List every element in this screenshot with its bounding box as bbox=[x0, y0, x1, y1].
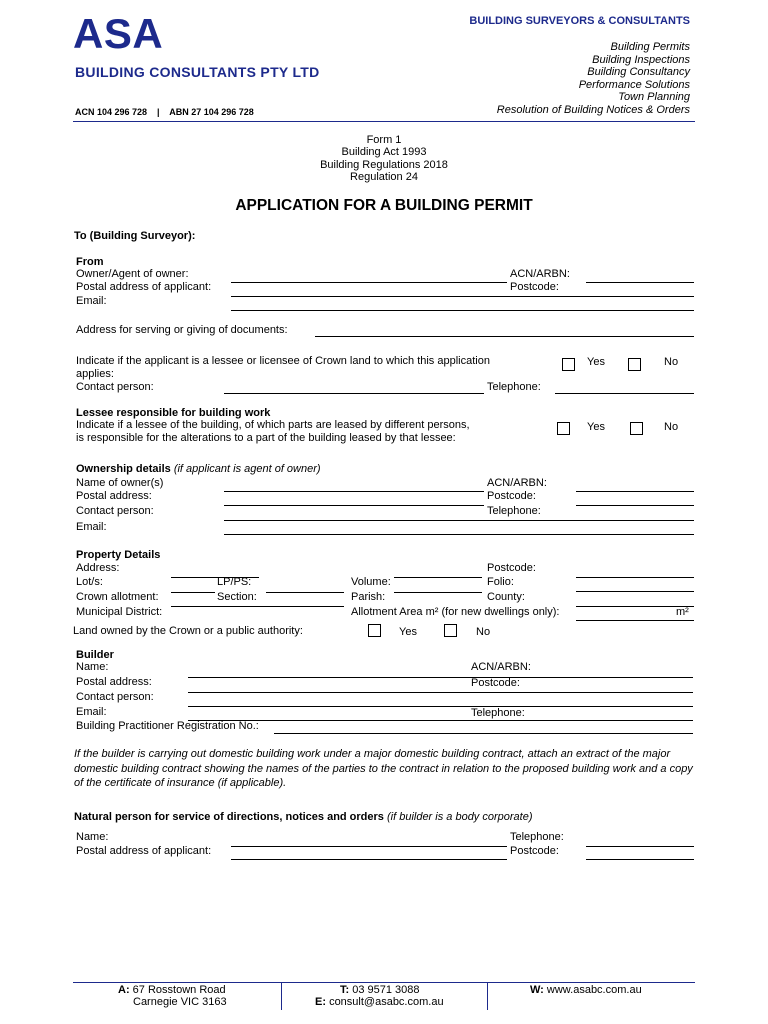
footer-phone-prefix: T: bbox=[340, 984, 350, 996]
builder-name-label: Name: bbox=[76, 661, 109, 673]
crown-land-no-label: No bbox=[664, 356, 679, 368]
page-title: APPLICATION FOR A BUILDING PERMIT bbox=[235, 197, 533, 214]
crown-land-yes-label: Yes bbox=[587, 356, 605, 368]
lpps-label: LP/PS: bbox=[217, 576, 252, 588]
service-item: Building Permits bbox=[610, 41, 690, 53]
builder-acn-label: ACN/ARBN: bbox=[471, 661, 531, 673]
section-label: Section: bbox=[217, 591, 257, 603]
natural-person-name-field[interactable] bbox=[231, 846, 507, 847]
footer-phone bbox=[340, 984, 420, 996]
land-crown-label: Land owned by the Crown or a public authority: bbox=[73, 625, 303, 637]
from-heading: From bbox=[76, 256, 104, 268]
header-divider bbox=[73, 121, 695, 122]
land-crown-no-label: No bbox=[476, 626, 491, 638]
folio-label: Folio: bbox=[487, 576, 514, 588]
builder-email-field[interactable] bbox=[188, 720, 693, 721]
municipal-district-label: Municipal District: bbox=[76, 606, 163, 618]
footer-address-prefix: A: bbox=[118, 984, 130, 996]
footer-website-url[interactable]: www.asabc.com.au bbox=[546, 984, 642, 996]
lessee-heading: Lessee responsible for building work bbox=[76, 407, 271, 419]
form-info-line: Building Regulations 2018 bbox=[320, 158, 448, 171]
serving-address-field[interactable] bbox=[315, 336, 694, 337]
owner-agent-field[interactable] bbox=[231, 282, 507, 283]
postal-address-label: Postal address of applicant: bbox=[76, 281, 212, 293]
crown-land-yes-checkbox[interactable] bbox=[562, 358, 575, 371]
lots-label: Lot/s: bbox=[76, 576, 103, 588]
builder-telephone-label: Telephone: bbox=[471, 707, 525, 719]
footer-separator bbox=[281, 982, 282, 1010]
builder-registration-label: Building Practitioner Registration No.: bbox=[76, 720, 259, 732]
footer-website-prefix: W: bbox=[530, 984, 544, 996]
folio-field[interactable] bbox=[576, 591, 694, 592]
crown-land-question: Indicate if the applicant is a lessee or licensee of Crown land to which this application bbox=[76, 355, 490, 367]
parish-label: Parish: bbox=[351, 591, 386, 603]
owner-name-label: Name of owner(s) bbox=[76, 477, 164, 489]
crown-allotment-label: Crown allotment: bbox=[76, 591, 159, 603]
m2-unit: m² bbox=[676, 606, 689, 618]
property-heading: Property Details bbox=[76, 549, 161, 561]
ownership-heading: Ownership details bbox=[76, 463, 171, 475]
footer-address-line1 bbox=[118, 984, 226, 996]
owner-postal-field[interactable] bbox=[224, 505, 484, 506]
lessee-no-label: No bbox=[664, 421, 679, 433]
telephone-field[interactable] bbox=[555, 393, 694, 394]
builder-postcode-label: Postcode: bbox=[471, 677, 520, 689]
owner-name-field[interactable] bbox=[224, 491, 484, 492]
acn-arbn-field[interactable] bbox=[586, 282, 694, 283]
footer-phone-number: 03 9571 3088 bbox=[352, 984, 420, 996]
natural-person-note: (if builder is a body corporate) bbox=[386, 811, 533, 823]
postcode-label: Postcode: bbox=[510, 281, 559, 293]
contact-person-label: Contact person: bbox=[76, 381, 154, 393]
natural-person-postal-label: Postal address of applicant: bbox=[76, 845, 212, 857]
service-item: Performance Solutions bbox=[578, 78, 690, 91]
form-info-line: Form 1 bbox=[366, 134, 402, 146]
county-label: County: bbox=[487, 591, 525, 603]
natural-person-postcode-field[interactable] bbox=[586, 859, 694, 860]
builder-contract-note: If the builder is carrying out domestic building work under a major domestic building contract, attach an extract of the major domestic building contract showing the names of the parties to the contract in relation to the proposed building work and a copy of the certificate of insurance (if applicable). bbox=[74, 748, 693, 789]
lessee-no-checkbox[interactable] bbox=[630, 422, 643, 435]
services-list bbox=[497, 41, 690, 117]
company-name: BUILDING CONSULTANTS PTY LTD bbox=[75, 64, 320, 80]
telephone-label: Telephone: bbox=[487, 381, 541, 393]
natural-person-heading-row bbox=[74, 811, 533, 823]
municipal-district-field[interactable] bbox=[171, 606, 344, 607]
builder-name-field[interactable] bbox=[188, 677, 693, 678]
builder-contact-field[interactable] bbox=[188, 706, 693, 707]
footer-divider bbox=[73, 982, 695, 983]
land-crown-no-checkbox[interactable] bbox=[444, 624, 457, 637]
natural-person-telephone-field[interactable] bbox=[586, 846, 694, 847]
lessee-yes-checkbox[interactable] bbox=[557, 422, 570, 435]
owner-email-field[interactable] bbox=[224, 534, 694, 535]
owner-telephone-label: Telephone: bbox=[487, 505, 541, 517]
form-info-line: Building Act 1993 bbox=[341, 146, 427, 159]
property-address-field[interactable] bbox=[576, 577, 694, 578]
crown-land-question-cont: applies: bbox=[76, 368, 114, 380]
footer-email-address[interactable]: consult@asabc.com.au bbox=[329, 996, 444, 1008]
parish-field[interactable] bbox=[394, 592, 482, 593]
property-address-label: Address: bbox=[76, 562, 120, 574]
volume-label: Volume: bbox=[351, 576, 391, 588]
lots-field[interactable] bbox=[171, 577, 259, 578]
owner-contact-field[interactable] bbox=[224, 520, 694, 521]
owner-postcode-field[interactable] bbox=[576, 505, 694, 506]
owner-acn-field[interactable] bbox=[576, 491, 694, 492]
to-building-surveyor-label: To (Building Surveyor): bbox=[74, 230, 196, 242]
owner-postcode-label: Postcode: bbox=[487, 490, 536, 502]
owner-contact-label: Contact person: bbox=[76, 505, 154, 517]
lessee-question-cont: is responsible for the alterations to a part of the building leased by that lessee: bbox=[76, 432, 456, 444]
footer-website bbox=[530, 984, 642, 996]
natural-person-name-label: Name: bbox=[76, 831, 109, 843]
land-crown-yes-checkbox[interactable] bbox=[368, 624, 381, 637]
lessee-question: Indicate if a lessee of the building, of which parts are leased by different persons, bbox=[76, 419, 470, 431]
builder-email-label: Email: bbox=[76, 706, 107, 718]
natural-person-postcode-label: Postcode: bbox=[510, 845, 559, 857]
section-field[interactable] bbox=[266, 592, 344, 593]
builder-postal-field[interactable] bbox=[188, 692, 693, 693]
contact-person-field[interactable] bbox=[224, 393, 484, 394]
footer-separator bbox=[487, 982, 488, 1010]
footer-address-line2: Carnegie VIC 3163 bbox=[133, 996, 227, 1008]
postal-address-field[interactable] bbox=[231, 296, 694, 297]
owner-acn-label: ACN/ARBN: bbox=[487, 477, 547, 489]
builder-registration-field[interactable] bbox=[274, 733, 693, 734]
allotment-area-field[interactable] bbox=[576, 620, 694, 621]
form-info bbox=[0, 134, 768, 184]
email-field[interactable] bbox=[231, 310, 694, 311]
footer-email bbox=[315, 996, 444, 1008]
crown-allotment-field[interactable] bbox=[171, 592, 215, 593]
service-item: Town Planning bbox=[618, 91, 690, 104]
company-tagline: BUILDING SURVEYORS & CONSULTANTS bbox=[469, 15, 690, 27]
allotment-area-label: Allotment Area m² (for new dwellings only): bbox=[351, 606, 560, 618]
service-item: Building Inspections bbox=[592, 53, 690, 66]
land-crown-yes-label: Yes bbox=[399, 626, 417, 638]
form-info-line: Regulation 24 bbox=[350, 171, 418, 184]
property-postcode-label: Postcode: bbox=[487, 562, 536, 574]
email-label: Email: bbox=[76, 295, 107, 307]
acn-arbn-label: ACN/ARBN: bbox=[510, 268, 570, 280]
volume-field[interactable] bbox=[394, 577, 482, 578]
service-item: Building Consultancy bbox=[587, 66, 690, 79]
ownership-heading-row bbox=[76, 463, 321, 475]
serving-address-label: Address for serving or giving of documents: bbox=[76, 324, 288, 336]
natural-person-telephone-label: Telephone: bbox=[510, 831, 564, 843]
builder-heading: Builder bbox=[76, 649, 114, 661]
footer-email-prefix: E: bbox=[315, 996, 326, 1008]
owner-email-label: Email: bbox=[76, 521, 107, 533]
builder-contact-label: Contact person: bbox=[76, 691, 154, 703]
service-item: Resolution of Building Notices & Orders bbox=[496, 103, 690, 116]
owner-agent-label: Owner/Agent of owner: bbox=[76, 268, 189, 280]
footer-address-street: 67 Rosstown Road bbox=[132, 984, 226, 996]
acn-abn: ACN 104 296 728 | ABN 27 104 296 728 bbox=[75, 107, 254, 117]
builder-postal-label: Postal address: bbox=[76, 676, 152, 688]
lessee-yes-label: Yes bbox=[587, 421, 605, 433]
natural-person-heading: Natural person for service of directions, notices and orders bbox=[74, 811, 384, 823]
owner-postal-label: Postal address: bbox=[76, 490, 152, 502]
crown-land-no-checkbox[interactable] bbox=[628, 358, 641, 371]
ownership-note: (if applicant is agent of owner) bbox=[173, 463, 321, 475]
natural-person-postal-field[interactable] bbox=[231, 859, 507, 860]
company-logo: ASA bbox=[73, 10, 164, 57]
